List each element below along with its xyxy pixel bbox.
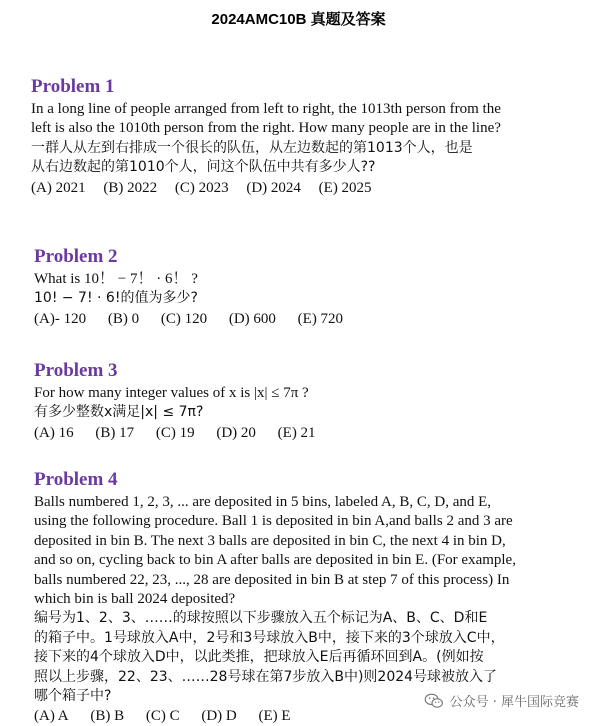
problem-text-line: 从右边数起的第1010个人，问这个队伍中共有多少人?? <box>31 159 376 176</box>
problem-text-line: 照以上步骤，22、23、……28号球在第7步放入B中)则2024号球被放入了 <box>34 668 498 685</box>
problem-text-line: 接下来的4个球放入D中，以此类推，把球放入E后再循环回到A。(例如按 <box>34 649 484 666</box>
problem-text-line: In a long line of people arranged from left to right, the 1013th person from the <box>31 101 501 117</box>
answer-choices <box>34 309 534 329</box>
choice-e: (E) E <box>258 708 291 725</box>
problem-text-line: For how many integer values of x is |x| ≤ 7π ? <box>34 385 309 401</box>
problem-text-line: deposited in bin B. The next 3 balls are deposited in bin C, the next 4 in bin D, <box>34 532 506 549</box>
problem-text-line: 有多少整数x满足|x| ≤ 7π? <box>34 404 204 421</box>
answer-choices <box>31 178 531 198</box>
problem-title: Problem 2 <box>34 246 118 267</box>
problem-3 <box>34 360 534 443</box>
problem-title: Problem 3 <box>34 360 118 381</box>
problem-text-line: What is 10！ − 7！ · 6！ ? <box>34 271 198 287</box>
problem-text-line: using the following procedure. Ball 1 is deposited in bin A,and balls 2 and 3 are <box>34 513 513 530</box>
choice-d: (D) 600 <box>228 310 276 327</box>
choice-b: (B) 0 <box>107 310 140 327</box>
choice-d: (D) 20 <box>216 424 256 441</box>
choice-d: (D) D <box>201 708 237 725</box>
choice-c: (C) 19 <box>155 424 195 441</box>
choice-e: (E) 2025 <box>318 179 372 196</box>
choice-b: (B) B <box>90 708 125 725</box>
problem-4 <box>34 469 534 726</box>
problem-text-line: 编号为1、2、3、……的球按照以下步骤放入五个标记为A、B、C、D和E <box>34 610 488 627</box>
watermark-text: 公众号 · 犀牛国际竞赛 <box>449 695 579 710</box>
choice-a: (A)- 120 <box>34 310 87 327</box>
problem-text-line: which bin is ball 2024 deposited? <box>34 591 236 608</box>
choice-a: (A) A <box>34 708 69 725</box>
choice-c: (C) 120 <box>160 310 208 327</box>
problem-title: Problem 1 <box>31 76 115 97</box>
problem-text-line: 哪个箱子中? <box>34 688 112 705</box>
problem-text-line: left is also the 1010th person from the right. How many people are in the line? <box>31 120 501 137</box>
problem-text-line: 的箱子中。1号球放入A中，2号和3号球放入B中，接下来的3个球放入C中， <box>34 629 505 646</box>
problem-text-line: balls numbered 22, 23, ..., 28 are deposited in bin B at step 7 of this process) In <box>34 571 510 588</box>
wechat-icon <box>424 693 444 709</box>
watermark <box>424 691 579 710</box>
problem-2 <box>34 246 534 329</box>
problem-text-line: Balls numbered 1, 2, 3, ... are deposited in 5 bins, labeled A, B, C, D, and E, <box>34 494 492 510</box>
choice-d: (D) 2024 <box>246 179 301 196</box>
choice-e: (E) 720 <box>297 310 344 327</box>
choice-b: (B) 17 <box>95 424 135 441</box>
choice-c: (C) 2023 <box>174 179 229 196</box>
document-title: 2024AMC10B 真题及答案 <box>211 11 386 28</box>
choice-a: (A) 2021 <box>31 179 86 196</box>
answer-choices <box>34 423 534 443</box>
problem-title: Problem 4 <box>34 469 118 490</box>
choice-c: (C) C <box>145 708 180 725</box>
choice-b: (B) 2022 <box>103 179 158 196</box>
problem-text-line: 一群人从左到右排成一个很长的队伍，从左边数起的第1013个人，也是 <box>31 139 473 156</box>
choice-e: (E) 21 <box>277 424 316 441</box>
choice-a: (A) 16 <box>34 424 74 441</box>
problem-text-line: 10! − 7! · 6!的值为多少? <box>34 290 198 307</box>
problem-text-line: and so on, cycling back to bin A after balls are deposited in bin E. (For example, <box>34 552 516 569</box>
problem-1 <box>31 76 531 198</box>
